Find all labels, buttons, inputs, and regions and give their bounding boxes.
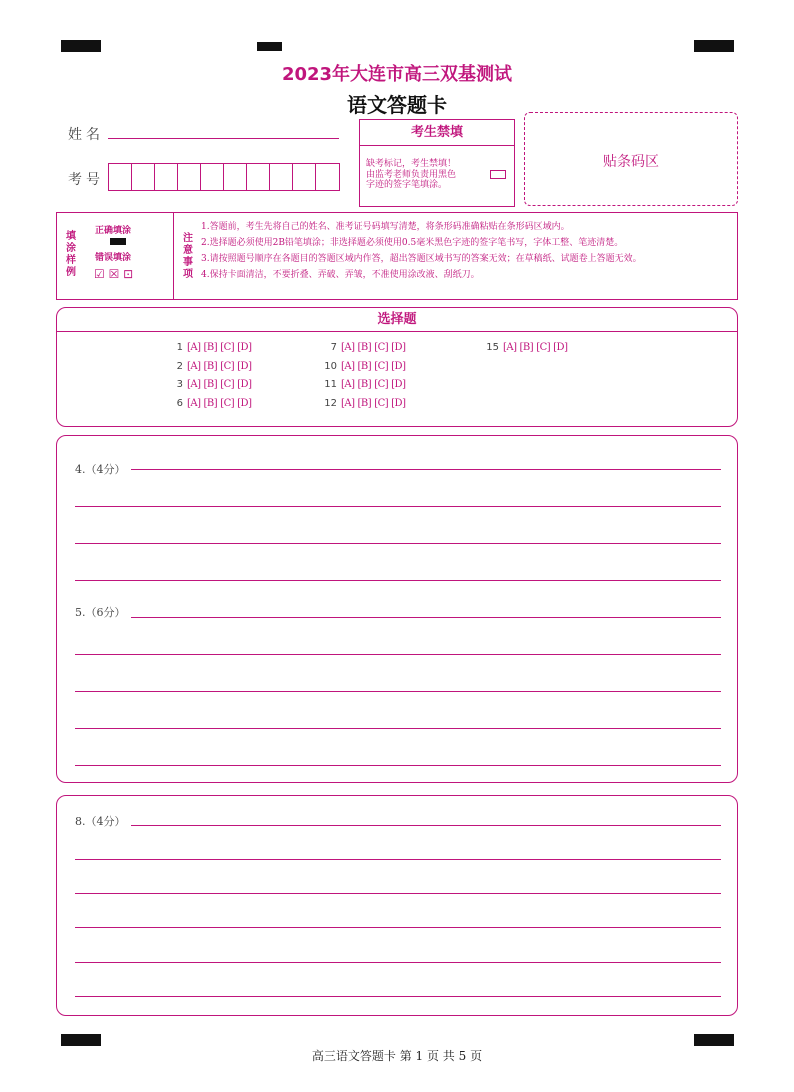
option-d[interactable]: [D]	[237, 379, 252, 390]
barcode-area	[524, 112, 738, 206]
option-b[interactable]: [B]	[357, 379, 372, 390]
answer-line	[75, 580, 721, 581]
page-footer: 高三语文答题卡 第 1 页 共 5 页	[311, 1049, 483, 1063]
absent-mark-box[interactable]	[490, 170, 506, 179]
choice-row: 1 [A] [B] [C] [D]	[176, 342, 252, 353]
question-label: 5.（6分）	[75, 604, 129, 620]
timing-mark-bottom-right	[694, 1034, 734, 1046]
option-b[interactable]: [B]	[357, 360, 372, 372]
option-b[interactable]: [B]	[519, 342, 534, 353]
option-a[interactable]: [A]	[187, 397, 201, 409]
option-a[interactable]: [A]	[341, 360, 355, 372]
option-d[interactable]: [D]	[391, 397, 406, 409]
answer-line	[75, 996, 721, 997]
option-a[interactable]: [A]	[187, 360, 201, 372]
absent-instruction-line: 缺考标记，考生禁填！	[366, 159, 457, 169]
option-b[interactable]: [B]	[203, 360, 218, 372]
absent-instruction-line: 由监考老师负责用黑色	[366, 169, 457, 180]
answer-line	[75, 506, 721, 507]
option-c[interactable]: [C]	[374, 379, 389, 390]
choice-column-2	[319, 342, 408, 416]
option-c[interactable]: [C]	[220, 397, 235, 409]
option-d[interactable]: [D]	[391, 379, 406, 390]
choice-row: 12 [A] [B] [C] [D]	[324, 397, 406, 409]
choice-column-1	[165, 342, 254, 416]
answer-line	[75, 654, 721, 655]
id-digit-cell[interactable]	[293, 164, 316, 190]
fill-example-divider	[173, 213, 174, 299]
choice-row: 3 [A] [B] [C] [D]	[176, 379, 252, 390]
option-c[interactable]: [C]	[374, 342, 389, 353]
absent-instruction-line: 字迹的签字笔填涂。	[366, 180, 448, 190]
correct-fill-label: 正确填涂	[95, 226, 132, 236]
wrong-fill-label: 错误填涂	[95, 253, 132, 263]
answer-line	[131, 825, 721, 826]
id-label: 考号	[68, 172, 104, 188]
answer-line	[75, 962, 721, 963]
answer-line	[75, 927, 721, 928]
timing-mark-top-left	[61, 40, 101, 52]
option-a[interactable]: [A]	[187, 342, 201, 353]
answer-area-q8[interactable]	[56, 795, 738, 1016]
choice-row: 15 [A] [B] [C] [D]	[486, 342, 568, 353]
timing-mark-top-center	[257, 42, 282, 51]
id-digit-cell[interactable]	[247, 164, 270, 190]
option-d[interactable]: [D]	[391, 360, 406, 372]
option-a[interactable]: [A]	[341, 379, 355, 390]
name-label: 姓名	[68, 127, 104, 143]
option-b[interactable]: [B]	[203, 397, 218, 409]
name-field[interactable]	[108, 126, 339, 139]
option-b[interactable]: [B]	[357, 397, 372, 409]
answer-line	[75, 859, 721, 860]
exam-title: 2023年大连市高三双基测试	[281, 64, 513, 85]
notes-list	[201, 219, 729, 283]
option-d[interactable]: [D]	[391, 342, 406, 353]
id-digit-cell[interactable]	[178, 164, 201, 190]
sheet-title: 语文答题卡	[347, 93, 447, 117]
choice-section-title: 选择题	[57, 308, 737, 332]
answer-line	[75, 765, 721, 766]
choice-section	[56, 307, 738, 427]
wrong-fill-samples: ☑ ☒ ⊡	[94, 267, 134, 281]
option-b[interactable]: [B]	[203, 342, 218, 353]
candidate-forbidden-box	[359, 119, 515, 207]
answer-area-q4[interactable]	[56, 435, 738, 783]
id-number-grid[interactable]	[108, 163, 340, 191]
id-digit-cell[interactable]	[132, 164, 155, 190]
option-c[interactable]: [C]	[220, 342, 235, 353]
timing-mark-top-right	[694, 40, 734, 52]
id-digit-cell[interactable]	[316, 164, 339, 190]
option-c[interactable]: [C]	[374, 397, 389, 409]
note-item: 3.请按照题号顺序在各题目的答题区域内作答，超出答题区域书写的答案无效；在草稿纸、试题卷上答题无效。	[201, 254, 642, 264]
option-b[interactable]: [B]	[203, 379, 218, 390]
forbidden-box-title: 考生禁填	[360, 120, 514, 146]
correct-fill-sample	[110, 238, 126, 245]
instructions-panel	[56, 212, 738, 300]
option-a[interactable]: [A]	[503, 342, 517, 353]
option-b[interactable]: [B]	[357, 342, 372, 353]
option-c[interactable]: [C]	[220, 379, 235, 390]
option-a[interactable]: [A]	[341, 397, 355, 409]
option-c[interactable]: [C]	[220, 360, 235, 372]
option-c[interactable]: [C]	[536, 342, 551, 353]
answer-line	[75, 728, 721, 729]
answer-line	[75, 691, 721, 692]
option-d[interactable]: [D]	[237, 360, 252, 372]
notes-side-label: 注 意 事 项	[183, 233, 193, 280]
option-d[interactable]: [D]	[553, 342, 568, 353]
timing-mark-bottom-left	[61, 1034, 101, 1046]
answer-line	[75, 893, 721, 894]
option-a[interactable]: [A]	[341, 342, 355, 353]
answer-line	[75, 543, 721, 544]
absent-instruction	[366, 159, 456, 191]
option-c[interactable]: [C]	[374, 360, 389, 372]
barcode-area-label: 贴条码区	[603, 154, 659, 170]
answer-line	[131, 469, 721, 470]
option-a[interactable]: [A]	[187, 379, 201, 390]
id-digit-cell[interactable]	[155, 164, 178, 190]
option-d[interactable]: [D]	[237, 397, 252, 409]
choice-row: 11 [A] [B] [C] [D]	[324, 379, 406, 390]
id-digit-cell[interactable]	[224, 164, 247, 190]
answer-line	[131, 617, 721, 618]
question-label: 4.（4分）	[75, 461, 129, 477]
choice-row: 6 [A] [B] [C] [D]	[176, 397, 252, 409]
fill-example-side-label: 填 涂 样 例	[66, 231, 76, 278]
note-item: 2.选择题必须使用2B铅笔填涂；非选择题必须使用0.5毫米黑色字迹的签字笔书写，字体工整、笔迹清楚。	[201, 238, 624, 248]
id-digit-cell[interactable]	[270, 164, 293, 190]
note-item: 4.保持卡面清洁，不要折叠、弄破、弄皱，不准使用涂改液、刮纸刀。	[201, 270, 480, 280]
question-label: 8.（4分）	[75, 813, 129, 829]
choice-column-3	[481, 342, 570, 361]
note-item: 1.答题前，考生先将自己的姓名、准考证号码填写清楚，将条形码准确粘贴在条形码区域内。	[201, 222, 570, 232]
choice-row: 2 [A] [B] [C] [D]	[176, 360, 252, 372]
id-digit-cell[interactable]	[109, 164, 132, 190]
id-digit-cell[interactable]	[201, 164, 224, 190]
option-d[interactable]: [D]	[237, 342, 252, 353]
choice-row: 7 [A] [B] [C] [D]	[330, 342, 406, 353]
choice-row: 10 [A] [B] [C] [D]	[324, 360, 406, 372]
